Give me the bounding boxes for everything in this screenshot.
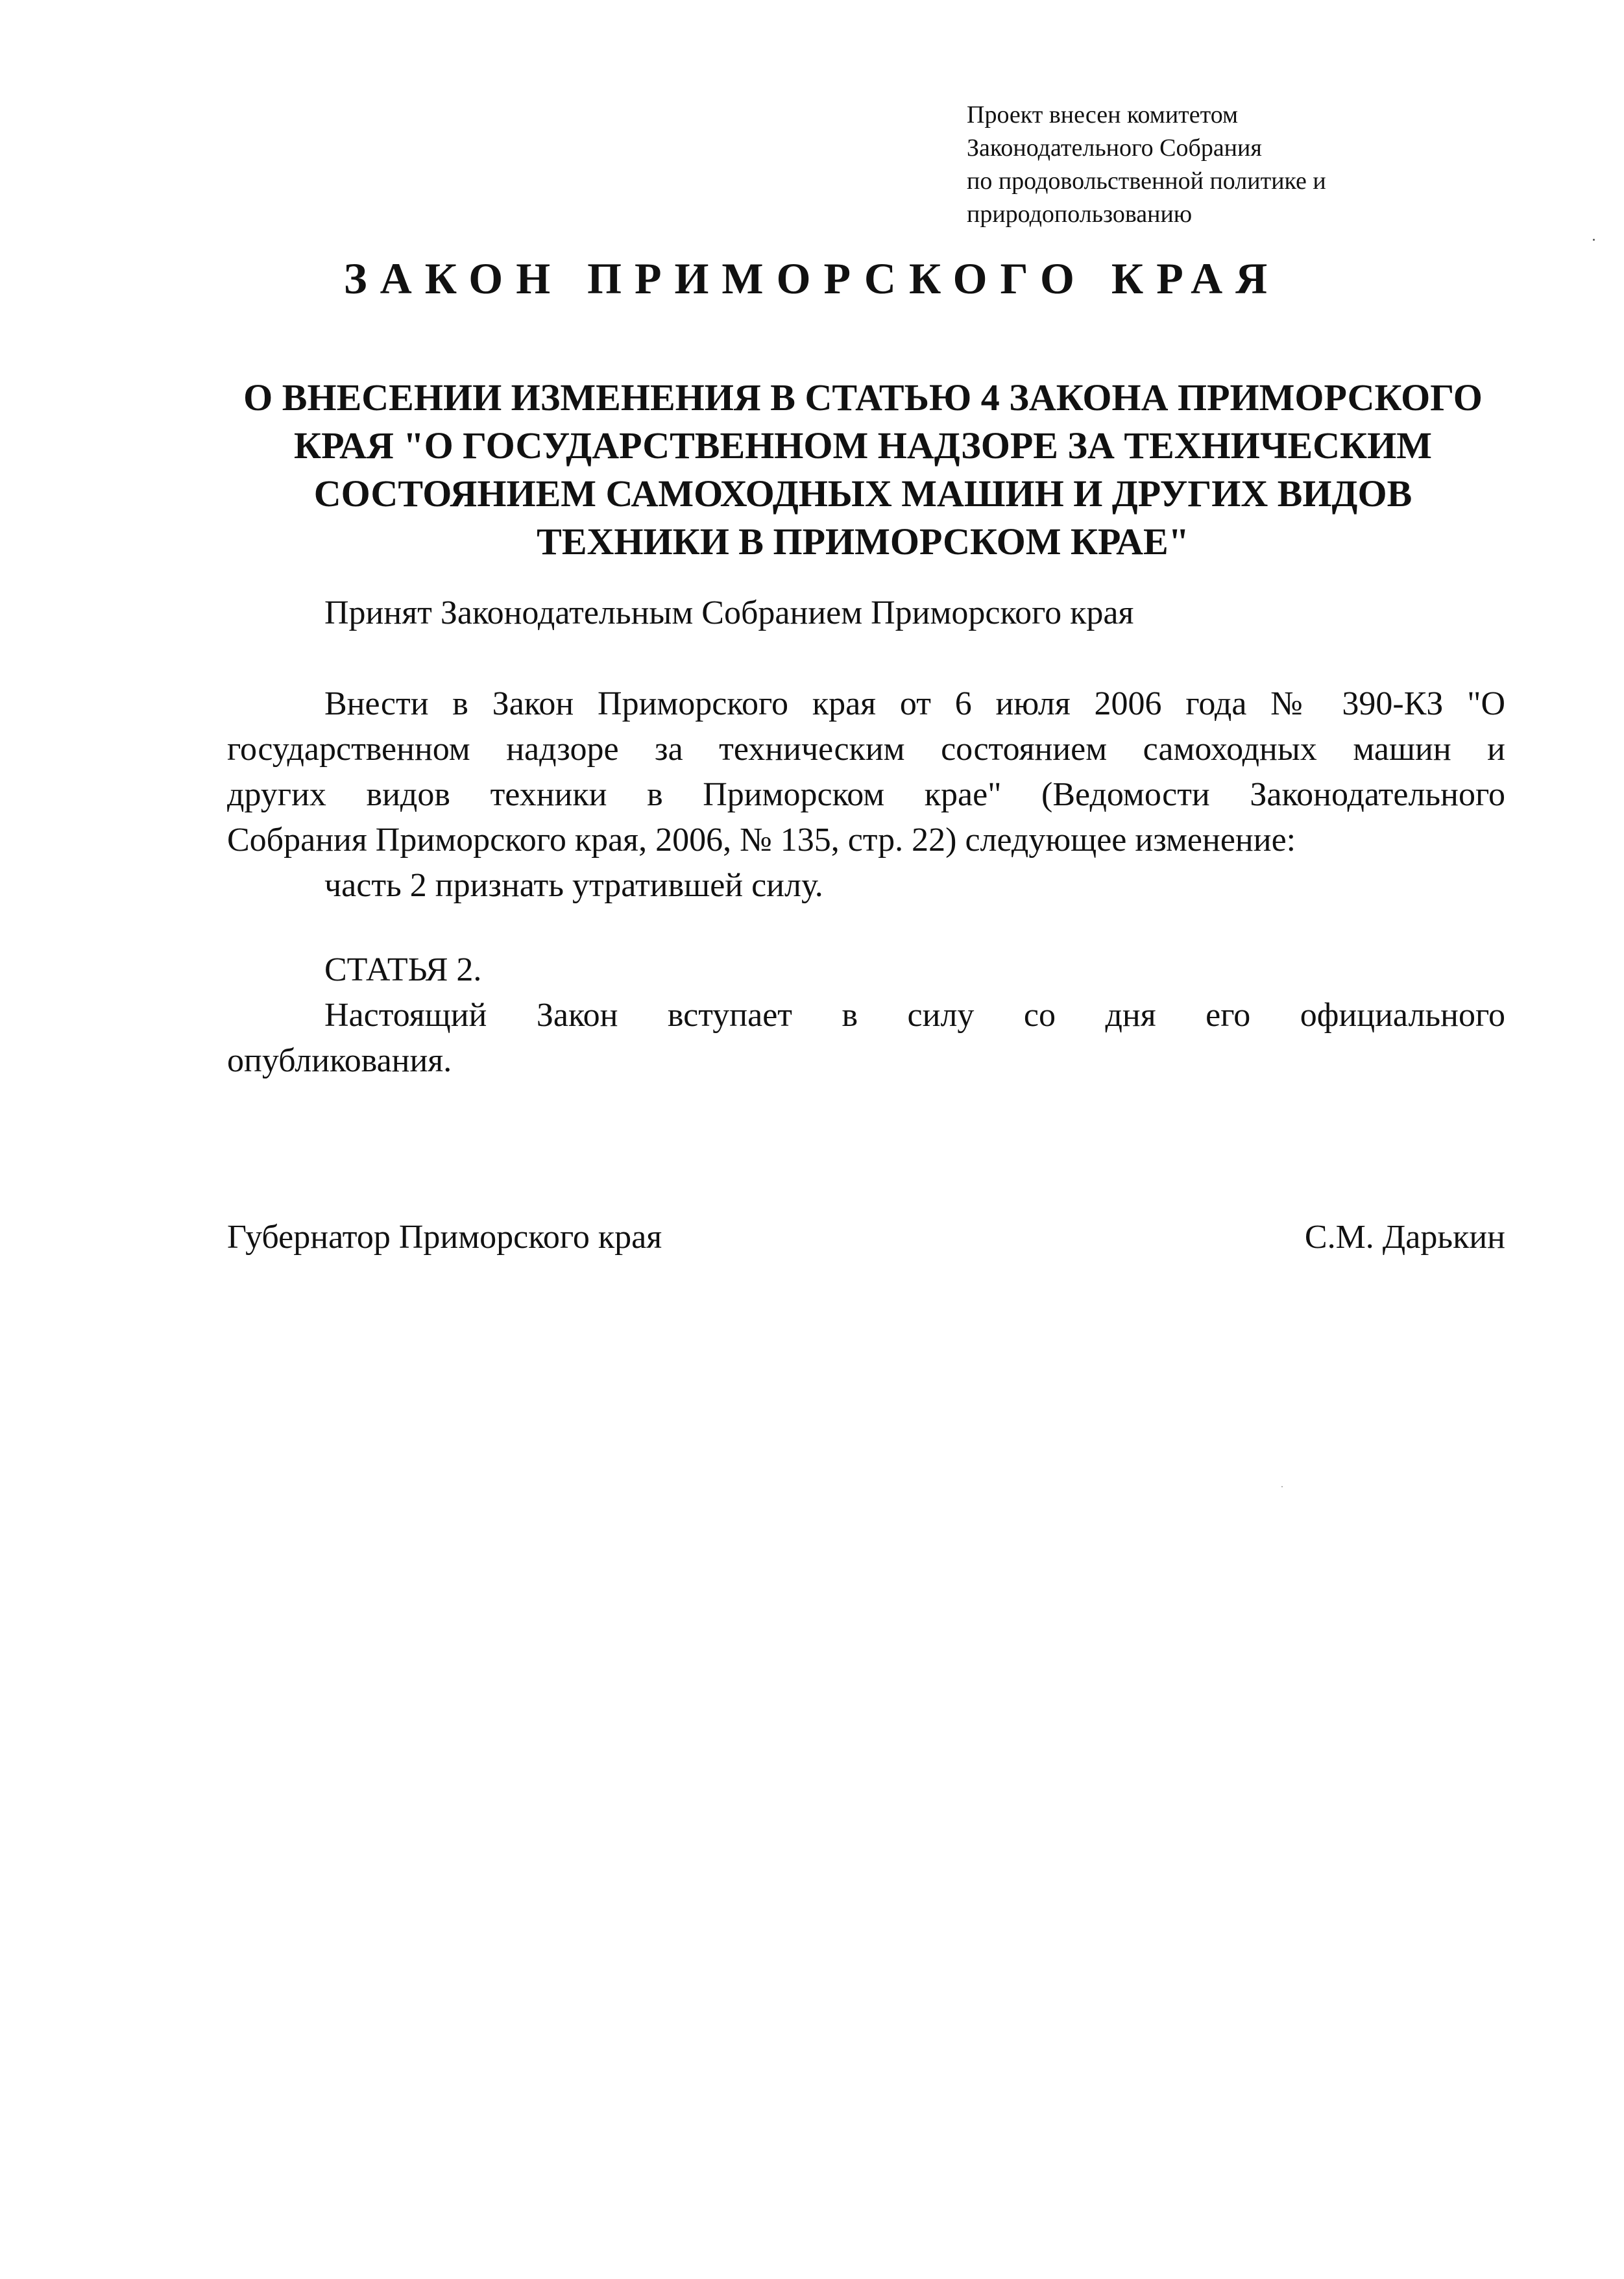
signatory-name: С.М. Дарькин	[1304, 1219, 1505, 1256]
adoption-statement: Принят Законодательным Собранием Приморского края	[324, 594, 1134, 631]
article-2-line: Настоящий Закон вступает в силу со дня его официального	[324, 997, 1505, 1034]
law-subtitle	[221, 374, 1505, 566]
article-1-line: других видов техники в Приморском крае" (Ведомости Законодательного	[227, 776, 1505, 813]
scan-speck	[1281, 1486, 1283, 1487]
article-2-heading: СТАТЬЯ 2.	[324, 951, 482, 988]
signatory-position: Губернатор Приморского края	[227, 1219, 662, 1256]
law-subtitle-line: КРАЯ "О ГОСУДАРСТВЕННОМ НАДЗОРЕ ЗА ТЕХНИЧЕСКИМ	[294, 424, 1432, 467]
law-subtitle-line: ТЕХНИКИ В ПРИМОРСКОМ КРАЕ"	[537, 520, 1189, 563]
law-subtitle-line: О ВНЕСЕНИИ ИЗМЕНЕНИЯ В СТАТЬЮ 4 ЗАКОНА ПРИМОРСКОГО	[243, 376, 1483, 419]
committee-note-line: по продовольственной политике и	[967, 167, 1326, 195]
article-1-line: Внести в Закон Приморского края от 6 июля 2006 года № 390-КЗ "О	[324, 685, 1505, 722]
law-subtitle-line: СОСТОЯНИЕМ САМОХОДНЫХ МАШИН И ДРУГИХ ВИДОВ	[313, 472, 1412, 515]
committee-note	[967, 99, 1460, 231]
law-title: ЗАКОН ПРИМОРСКОГО КРАЯ	[343, 254, 1281, 303]
article-2	[227, 947, 1505, 1084]
article-1-text	[227, 681, 1505, 908]
committee-note-line: Проект внесен комитетом	[967, 101, 1239, 128]
committee-note-line: природопользованию	[967, 201, 1193, 228]
scan-speck	[1593, 239, 1595, 241]
committee-note-line: Законодательного Собрания	[967, 134, 1262, 162]
article-1-line: государственном надзоре за техническим состоянием самоходных машин и	[227, 731, 1505, 768]
article-2-line: опубликования.	[227, 1042, 452, 1079]
article-1-line: часть 2 признать утратившей силу.	[324, 867, 823, 904]
article-1-line: Собрания Приморского края, 2006, № 135, стр. 22) следующее изменение:	[227, 822, 1296, 859]
